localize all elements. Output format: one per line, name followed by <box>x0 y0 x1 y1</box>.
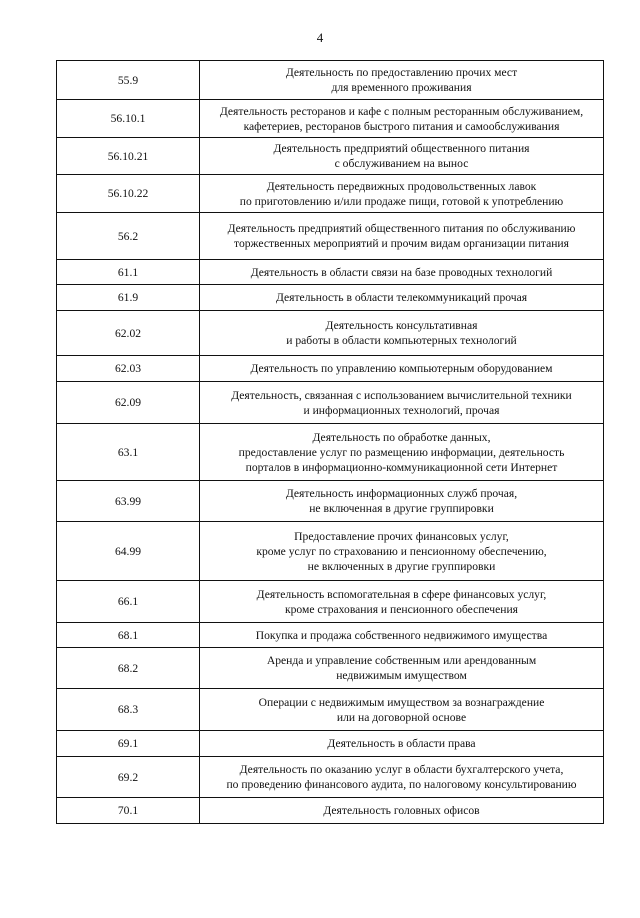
table-row <box>57 382 604 424</box>
activity-description: Деятельность по обработке данных, предоставление услуг по размещению информации, деятельность порталов в информационно-коммуникационной сети Интернет <box>200 424 604 481</box>
activity-description: Аренда и управление собственным или арендованным недвижимым имуществом <box>200 648 604 689</box>
activity-description: Деятельность передвижных продовольственных лавок по приготовлению и/или продаже пищи, готовой к употреблению <box>200 175 604 213</box>
activity-codes-table <box>56 60 604 824</box>
activity-description: Операции с недвижимым имуществом за вознаграждение или на договорной основе <box>200 689 604 731</box>
table-row <box>57 260 604 285</box>
table-row <box>57 424 604 481</box>
activity-description: Деятельность по оказанию услуг в области бухгалтерского учета, по проведению финансового аудита, по налоговому консультированию <box>200 757 604 798</box>
table-row <box>57 213 604 260</box>
activity-code: 61.9 <box>57 285 200 311</box>
activity-code: 70.1 <box>57 798 200 824</box>
activity-code: 68.1 <box>57 623 200 648</box>
activity-code: 66.1 <box>57 581 200 623</box>
activity-code: 69.2 <box>57 757 200 798</box>
activity-code: 63.1 <box>57 424 200 481</box>
page-number: 4 <box>316 30 324 45</box>
table-row <box>57 61 604 100</box>
table-row <box>57 689 604 731</box>
table-row <box>57 311 604 356</box>
activity-description: Деятельность ресторанов и кафе с полным ресторанным обслуживанием, кафетериев, ресторанов быстрого питания и самообслуживания <box>200 100 604 138</box>
activity-description: Деятельность предприятий общественного питания с обслуживанием на вынос <box>200 138 604 175</box>
table-row <box>57 285 604 311</box>
activity-code: 68.2 <box>57 648 200 689</box>
activity-description: Деятельность в области телекоммуникаций прочая <box>200 285 604 311</box>
table-row <box>57 798 604 824</box>
table-row <box>57 481 604 522</box>
activity-code: 62.02 <box>57 311 200 356</box>
table-row <box>57 731 604 757</box>
activity-code: 64.99 <box>57 522 200 581</box>
activity-code: 62.03 <box>57 356 200 382</box>
table-row <box>57 175 604 213</box>
activity-code: 69.1 <box>57 731 200 757</box>
table-row <box>57 356 604 382</box>
activity-code: 61.1 <box>57 260 200 285</box>
table-row <box>57 623 604 648</box>
activity-code: 56.10.21 <box>57 138 200 175</box>
activity-code: 55.9 <box>57 61 200 100</box>
activity-description: Деятельность предприятий общественного питания по обслуживанию торжественных мероприятий и прочим видам организации питания <box>200 213 604 260</box>
activity-description: Деятельность в области права <box>200 731 604 757</box>
table-row <box>57 757 604 798</box>
activity-description: Деятельность информационных служб прочая, не включенная в другие группировки <box>200 481 604 522</box>
activity-code: 63.99 <box>57 481 200 522</box>
activity-code: 56.2 <box>57 213 200 260</box>
table-row <box>57 648 604 689</box>
activity-description: Деятельность консультативная и работы в области компьютерных технологий <box>200 311 604 356</box>
activity-description: Предоставление прочих финансовых услуг, кроме услуг по страхованию и пенсионному обеспечению, не включенных в другие группировки <box>200 522 604 581</box>
activity-code: 62.09 <box>57 382 200 424</box>
activity-code: 56.10.22 <box>57 175 200 213</box>
table-row <box>57 581 604 623</box>
activity-description: Деятельность головных офисов <box>200 798 604 824</box>
table-row <box>57 138 604 175</box>
activity-description: Деятельность по предоставлению прочих мест для временного проживания <box>200 61 604 100</box>
table-row <box>57 100 604 138</box>
activity-code: 56.10.1 <box>57 100 200 138</box>
activity-description: Деятельность вспомогательная в сфере финансовых услуг, кроме страхования и пенсионного обеспечения <box>200 581 604 623</box>
activity-description: Деятельность по управлению компьютерным оборудованием <box>200 356 604 382</box>
activity-description: Деятельность в области связи на базе проводных технологий <box>200 260 604 285</box>
activity-description: Деятельность, связанная с использованием вычислительной техники и информационных технологий, прочая <box>200 382 604 424</box>
activity-description: Покупка и продажа собственного недвижимого имущества <box>200 623 604 648</box>
activity-code: 68.3 <box>57 689 200 731</box>
table-row <box>57 522 604 581</box>
